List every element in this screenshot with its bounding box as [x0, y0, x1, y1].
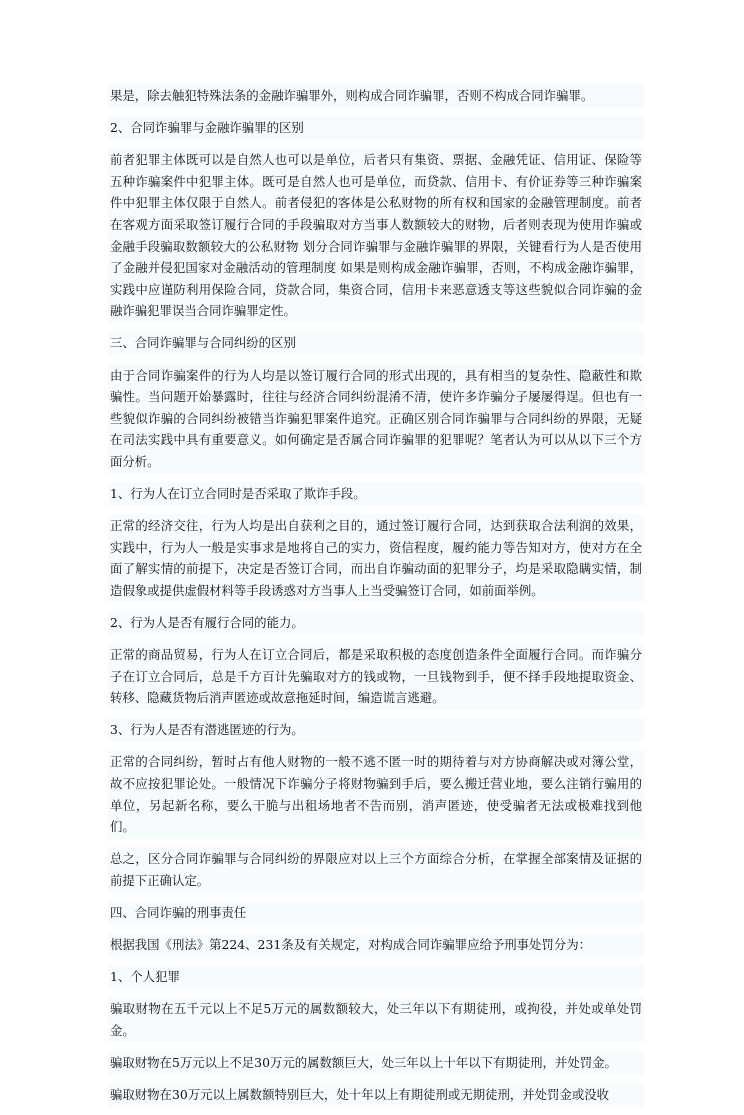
- paragraph-continuation: 果是，除去触犯特殊法条的金融诈骗罪外，则构成合同诈骗罪，否则不构成合同诈骗罪。: [108, 84, 644, 108]
- paragraph-contract-dispute: 由于合同诈骗案件的行为人均是以签订履行合同的形式出现的，具有相当的复杂性、隐蔽性和欺骗性。当问题开始暴露时，往往与经济合同纠纷混淆不清，使许多诈骗分子屡屡得逞。但也有一些貌似诈骗的合同纠纷被错当诈骗犯罪案件追究。正确区别合同诈骗罪与合同纠纷的界限，无疑在司法实践中具有重要意义。如何确定是否属合同诈骗罪的犯罪呢？笔者认为可以从以下三个方面分析。: [108, 364, 644, 474]
- paragraph-point-2: 正常的商品贸易，行为人在订立合同后，都是采取积极的态度创造条件全面履行合同。而诈骗分子在订立合同后，总是千方百计先骗取对方的钱或物，一旦钱物到手，便不择手段地提取资金、转移、隐藏货物后消声匿迹或故意拖延时间，编造谎言逃避。: [108, 643, 644, 710]
- subheading-point-3: 3、行为人是否有潜逃匿迹的行为。: [108, 718, 644, 742]
- paragraph-criminal-law: 根据我国《刑法》第224、231条及有关规定，对构成合同诈骗罪应给予刑事处罚分为：: [108, 933, 644, 957]
- subheading-individual-crime: 1、个人犯罪: [108, 965, 644, 989]
- paragraph-point-1: 正常的经济交往，行为人均是出自获利之目的，通过签订履行合同，达到获取合法利润的效果，实践中，行为人一般是实事求是地将自己的实力，资信程度，履约能力等告知对方，使对方在全面了解实情的前提下，决定是否签订合同，而出自诈骗动面的犯罪分子，均是采取隐瞒实情，制造假象或提供虚假材料等手段诱惑对方当事人上当受骗签订合同，如前面举例。: [108, 514, 644, 602]
- paragraph-penalty-3: 骗取财物在30万元以上属数额特别巨大，处十年以上有期徒刑或无期徒刑，并处罚金或没收: [108, 1083, 644, 1107]
- subheading-point-1: 1、行为人在订立合同时是否采取了欺诈手段。: [108, 482, 644, 506]
- paragraph-point-3: 正常的合同纠纷，暂时占有他人财物的一般不逃不匿一时的期待着与对方协商解决或对簿公堂，故不应按犯罪论处。一般情况下诈骗分子将财物骗到手后，要么搬迁营业地，要么注销行骗用的单位，另起新名称，要么干脆与出租场地者不告而别，消声匿迹，使受骗者无法或极难找到他们。: [108, 750, 644, 838]
- subheading-point-2: 2、行为人是否有履行合同的能力。: [108, 611, 644, 635]
- paragraph-financial-fraud: 前者犯罪主体既可以是自然人也可以是单位，后者只有集资、票据、金融凭证、信用证、保险等五种诈骗案件中犯罪主体。既可是自然人也可是单位，而贷款、信用卡、有价证券等三种诈骗案件中犯罪主体仅限于自然人。前者侵犯的客体是公私财物的所有权和国家的金融管理制度。前者在客观方面采取签订履行合同的手段骗取对方当事人数额较大的财物，后者则表现为使用诈骗或金融手段骗取数额较大的公私财物 划分合同诈骗罪与金融诈骗罪的界限，关键看行为人是否使用了金融并侵犯国家对金融活动的管理制度 如果是则构成金融诈骗罪，否则，不构成金融诈骗罪，实践中应谨防利用保险合同，贷款合同，集资合同，信用卡来恶意透支等这些貌似合同诈骗的金融诈骗犯罪误当合同诈骗罪定性。: [108, 148, 644, 323]
- paragraph-penalty-2: 骗取财物在5万元以上不足30万元的属数额巨大，处三年以上十年以下有期徒刑，并处罚金。: [108, 1051, 644, 1075]
- paragraph-summary: 总之，区分合同诈骗罪与合同纠纷的界限应对以上三个方面综合分析，在掌握全部案情及证据的前提下正确认定。: [108, 847, 644, 892]
- paragraph-penalty-1: 骗取财物在五千元以上不足5万元的属数额较大，处三年以下有期徒刑，或拘役，并处或单处罚金。: [108, 997, 644, 1042]
- section-heading-3: 三、合同诈骗罪与合同纠纷的区别: [108, 331, 644, 355]
- subheading-financial-fraud: 2、合同诈骗罪与金融诈骗罪的区别: [108, 116, 644, 140]
- document-page: [108, 84, 644, 1115]
- section-heading-4: 四、合同诈骗的刑事责任: [108, 901, 644, 925]
